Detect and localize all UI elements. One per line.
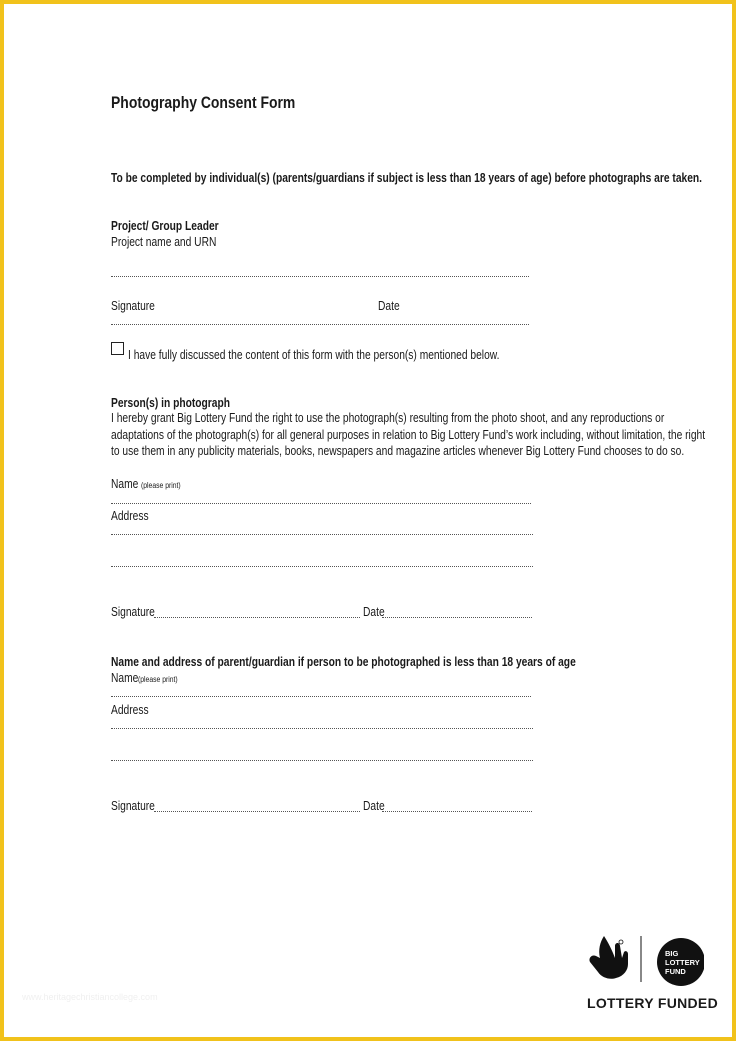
- lottery-funded-label: LOTTERY FUNDED: [587, 995, 718, 1011]
- leader-heading: Project/ Group Leader: [111, 219, 219, 233]
- person-address-line-1[interactable]: [111, 534, 533, 535]
- grant-paragraph: [111, 410, 706, 460]
- guardian-name-field[interactable]: [111, 696, 531, 697]
- grant-line: adaptations of the photograph(s) for all general purposes in relation to Big Lottery Fund’s work including, without limitation, the right: [111, 427, 706, 442]
- guardian-signature-label: Signature: [111, 799, 155, 813]
- person-address-line-2[interactable]: [111, 566, 533, 567]
- page-title: Photography Consent Form: [111, 93, 296, 112]
- person-date-field[interactable]: [382, 617, 532, 618]
- guardian-name-hint: (please print): [138, 675, 178, 684]
- leader-date-label: Date: [378, 299, 400, 313]
- guardian-date-label: Date: [363, 799, 385, 813]
- project-name-label: Project name and URN: [111, 235, 217, 249]
- leader-signature-label: Signature: [111, 299, 155, 313]
- confirm-checkbox[interactable]: [111, 342, 124, 355]
- guardian-signature-field[interactable]: [154, 811, 360, 812]
- persons-heading: Person(s) in photograph: [111, 396, 231, 410]
- person-name-hint: (please print): [141, 481, 181, 490]
- svg-text:BIG: BIG: [665, 949, 679, 958]
- watermark-text: www.heritagechristiancollege.com: [22, 992, 158, 1002]
- person-signature-field[interactable]: [154, 617, 360, 618]
- project-name-field[interactable]: [111, 276, 529, 277]
- guardian-address-line-1[interactable]: [111, 728, 533, 729]
- grant-line: to use them in any publicity materials, books, newspapers and magazine articles whenever Big Lottery Fund chooses to do so.: [111, 444, 685, 458]
- svg-text:LOTTERY: LOTTERY: [665, 958, 700, 967]
- person-date-label: Date: [363, 605, 385, 619]
- guardian-date-field[interactable]: [382, 811, 532, 812]
- guardian-heading: Name and address of parent/guardian if person to be photographed is less than 18 years of age: [111, 655, 576, 669]
- person-address-label: Address: [111, 509, 149, 523]
- leader-signature-field[interactable]: [111, 324, 529, 325]
- instructions: To be completed by individual(s) (parents/guardians if subject is less than 18 years of age) before photographs are taken.: [111, 171, 703, 185]
- confirm-text: I have fully discussed the content of this form with the person(s) mentioned below.: [128, 348, 500, 362]
- grant-line: I hereby grant Big Lottery Fund the right to use the photograph(s) resulting from the photo shoot, and any reproductions or: [111, 411, 665, 425]
- form-page: [4, 4, 732, 1037]
- crossed-fingers-icon: [589, 936, 628, 979]
- guardian-address-label: Address: [111, 703, 149, 717]
- big-lottery-fund-logo: [584, 932, 704, 988]
- svg-text:FUND: FUND: [665, 967, 686, 976]
- person-name-field[interactable]: [111, 503, 531, 504]
- guardian-address-line-2[interactable]: [111, 760, 533, 761]
- person-signature-label: Signature: [111, 605, 155, 619]
- person-name-label: Name: [111, 477, 139, 491]
- guardian-name-label: Name: [111, 671, 139, 685]
